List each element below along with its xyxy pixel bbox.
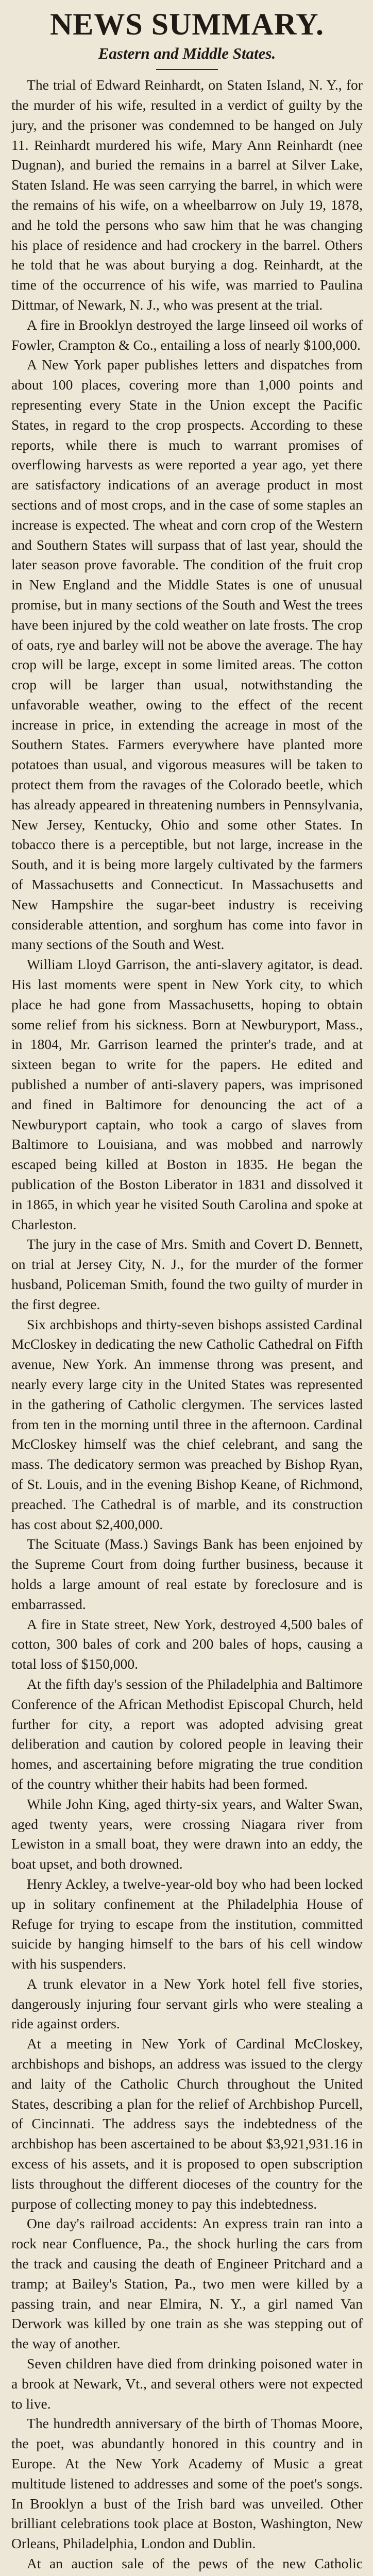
news-item-moore-centennial: The hundredth anniversary of the birth of Thomas Moore, the poet, was abundantly honored in this country and in Europe. At the New York Academy of Music a great multitude listened to addresses and some of the poet's songs. In Brooklyn a bust of the Irish bard was unveiled. Other brilliant celebrations took place at Boston, Washington, New Orleans, Philadelphia, London and Dublin. — [11, 2415, 363, 2552]
column-title: NEWS SUMMARY. — [49, 7, 325, 41]
news-item-reinhardt-trial: The trial of Edward Reinhardt, on Staten Island, N. Y., for the murder of his wife, resulted in a verdict of guilty by the jury, and the prisoner was condemned to be hanged on July 11. Reinhardt murdered his wife, Mary Ann Reinhardt (nee Dugnan), and buried the remains in a barrel at Silver Lake, Staten Island. He was seen carrying the barrel, in which were the remains of his wife, on a wheelbarrow on July 19, 1878, and he told the persons who saw him that he was changing his place of residence and had crockery in the barrel. Others he told that he was about burying a dog. Reinhardt, at the time of the occurrence of his wife, was married to Paulina Dittmar, of Newark, N. J., who was present at the trial. — [11, 77, 363, 313]
news-item-garrison-obituary: William Lloyd Garrison, the anti-slavery agitator, is dead. His last moments were spent in New York city, to which place he had gone from Massachusetts, hoping to obtain some relief from his sickness. Born at Newburyport, Mass., in 1804, Mr. Garrison learned the printer's trade, and at sixteen began to write for the papers. He edited and published a number of anti-slavery papers, was imprisoned and fined in Baltimore for denouncing the act of a Newburyport captain, who took a cargo of slaves from Baltimore to Louisiana, and was mobbed and narrowly escaped being killed at Boston in 1835. He began the publication of the Boston Liberator in 1831 and dissolved it in 1865, in which year he visited South Carolina and spoke at Charleston. — [11, 956, 363, 1232]
news-item-cathedral-dedication: Six archbishops and thirty-seven bishops assisted Cardinal McCloskey in dedicating the new Catholic Cathedral on Fifth avenue, New York. An immense throng was present, and nearly every large city in the United States was represented in the gathering of Catholic clergymen. The services lasted from ten in the morning until three in the afternoon. Cardinal McCloskey himself was the chief celebrant, and sang the mass. The dedicatory sermon was preached by Bishop Ryan, of St. Louis, and in the evening Bishop Keane, of Richmond, preached. The Cathedral is of marble, and its construction has cost about $2,400,000. — [11, 1316, 363, 1532]
news-item-railroad-accidents: One day's railroad accidents: An express train ran into a rock near Confluence, Pa., the shock hurling the cars from the track and causing the death of Engineer Pritchard and a tramp; at Bailey's Station, Pa., two men were killed by a passing train, and near Elmira, N. Y., a girl named Van Derwork was killed by one train as she was stepping out of the way of another. — [11, 2215, 363, 2352]
news-item-niagara-drowning: While John King, aged thirty-six years, and Walter Swan, aged twenty years, were crossing Niagara river from Lewiston in a small boat, they were drawn into an eddy, the boat upset, and both drowned. — [11, 1795, 363, 1872]
news-item-scituate-bank: The Scituate (Mass.) Savings Bank has been enjoined by the Supreme Court from doing further business, because it holds a large amount of real estate by foreclosure and is embarrassed. — [11, 1536, 363, 1612]
news-item-brooklyn-fire: A fire in Brooklyn destroyed the large linseed oil works of Fowler, Crampton & Co., entailing a loss of nearly $100,000. — [11, 316, 363, 353]
news-item-ame-conference: At the fifth day's session of the Philadelphia and Baltimore Conference of the African Methodist Episcopal Church, held further for city, a report was adopted advising great deliberation and caution by colored people in leaving their homes, and ascertaining before migrating the true condition of the country whither their habits had been formed. — [11, 1675, 363, 1792]
news-item-jersey-city-verdict: The jury in the case of Mrs. Smith and Covert D. Bennett, on trial at Jersey City, N. J., for the murder of the former husband, Policeman Smith, found the two guilty of murder in the first degree. — [11, 1236, 363, 1312]
news-item-state-street-fire: A fire in State street, New York, destroyed 4,500 bales of cotton, 300 bales of cork and 200 bales of hops, causing a total loss of $150,000. — [11, 1616, 363, 1672]
news-item-house-of-refuge: Henry Ackley, a twelve-year-old boy who had been locked up in solitary confinement at the Philadelphia House of Refuge for trying to escape from the institution, committed suicide by hanging himself to the bars of his cell window with his suspenders. — [11, 1875, 363, 1972]
news-item-hotel-elevator: A trunk elevator in a New York hotel fell five stories, dangerously injuring four servant girls who were stealing a ride against orders. — [11, 1975, 363, 2032]
news-item-crop-prospects: A New York paper publishes letters and dispatches from about 100 places, covering more than 1,000 points and representing every State in the Union except the Pacific States, in regard to the crop prospects. According to these reports, while there is much to warrant promises of overflowing harvests as were reported a year ago, yet there are satisfactory indications of an average product in most sections and of most crops, and in the case of some staples an increase is expected. The wheat and corn crop of the Western and Southern States will surpass that of last year, should the later season prove favorable. The condition of the fruit crop in New England and the Middle States is one of unusual promise, but in many sections of the South and West the trees have been injured by the cold weather on late frosts. The crop of oats, rye and barley will not be above the average. The hay crop will be large, except in some limited areas. The cotton crop will be larger than usual, notwithstanding the unfavorable weather, owing to the effect of the recent increase in price, in extending the acreage in most of the Southern States. Farmers everywhere have planted more potatoes than usual, and vigorous measures will be taken to protect them from the ravages of the Colorado beetle, which has already appeared in threatening numbers in Pennsylvania, New Jersey, Kentucky, Ohio and some other States. In tobacco there is a perceptible, but not large, increase in the South, and it is being more largely cultivated by the farmers of Massachusetts and Connecticut. In Massachusetts and New Hampshire the sugar-beet industry is receiving considerable attention, and sorghum has come into favor in many sections of the South and West. — [11, 357, 363, 953]
heading-divider — [156, 69, 218, 70]
news-item-purcell-relief: At a meeting in New York of Cardinal McCloskey, archbishops and bishops, an address was issued to the clergy and laity of the Catholic Church throughout the United States, describing a plan for the relief of Archbishop Purcell, of Cincinnati. The address says the indebtedness of the archbishop has been ascertained to be about $3,921,931.16 in excess of his assets, and it is proposed to open subscription lists throughout the different dioceses of the country for the purpose of collecting money to pay this indebtedness. — [11, 2036, 363, 2212]
section-heading: Eastern and Middle States. — [98, 44, 276, 62]
masthead — [11, 8, 363, 70]
news-item-newark-poisoning: Seven children have died from drinking poisoned water in a brook at Newark, Vt., and several others were not expected to live. — [11, 2355, 363, 2412]
news-item-pew-auction: At an auction sale of the pews of the new Catholic — [27, 2555, 363, 2571]
